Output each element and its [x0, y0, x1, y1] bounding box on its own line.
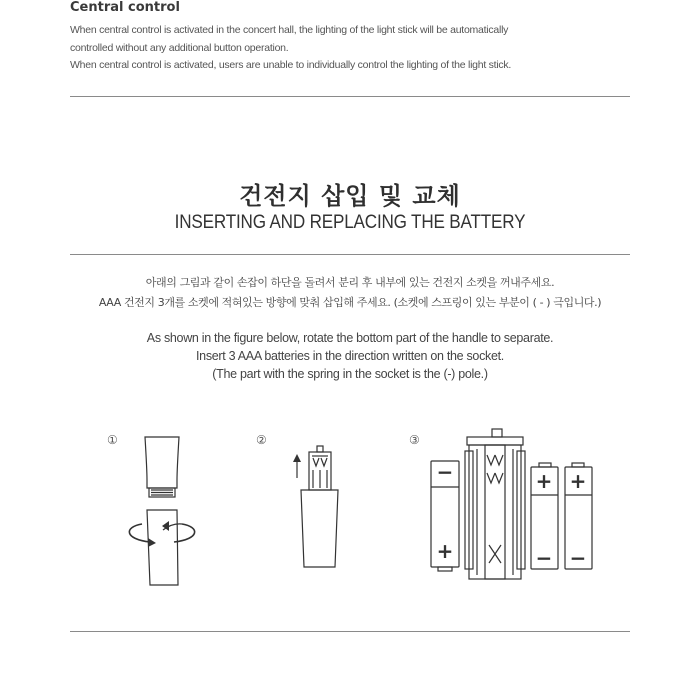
instructions-korean: [0, 273, 700, 313]
plus-sign: +: [436, 539, 454, 563]
section-divider: [70, 96, 630, 97]
battery-title-korean: 건전지 삽입 및 교체: [239, 182, 461, 210]
handle-lower: [301, 490, 338, 567]
instruction-line: As shown in the figure below, rotate the bottom part of the handle to separate.: [146, 331, 554, 345]
instructions-english: [0, 329, 700, 383]
instruction-line: Insert 3 AAA batteries in the direction written on the socket.: [196, 349, 504, 363]
arrow-head: [148, 538, 156, 547]
handle-upper: [145, 437, 179, 488]
rotate-arrow-icon: [129, 524, 194, 542]
central-control-line: When central control is activated, users are unable to individually control the lighting of the light stick.: [70, 59, 512, 71]
instruction-line: 아래의 그림과 같이 손잡이 하단을 돌려서 분리 후 내부에 있는 건전지 소켓을 꺼내주세요.: [145, 276, 555, 289]
step-number-1: ①: [107, 433, 118, 447]
section-divider: [70, 631, 630, 632]
socket-remove-illustration: [280, 440, 360, 580]
central-control-description: [70, 22, 630, 75]
battery-title-english: INSERTING AND REPLACING THE BATTERY: [174, 212, 526, 233]
arrow-head: [293, 454, 301, 462]
central-control-line: controlled without any additional button operation.: [70, 41, 289, 54]
section-divider: [70, 254, 630, 255]
central-control-line: When central control is activated in the concert hall, the lighting of the light stick will be automatically: [70, 24, 509, 36]
plus-sign: +: [535, 469, 553, 493]
minus-sign: −: [535, 546, 553, 570]
instruction-line: AAA 건전지 3개를 소켓에 적혀있는 방향에 맞춰 삽입해 주세요. (소켓에 스프링이 있는 부분이 ( - ) 극입니다.): [98, 296, 602, 309]
minus-sign: −: [569, 546, 587, 570]
handle-lower: [147, 510, 178, 585]
instruction-line: (The part with the spring in the socket is the (-) pole.): [212, 367, 488, 381]
step-number-3: ③: [409, 433, 420, 447]
step-number-2: ②: [256, 433, 267, 447]
central-control-title: Central control: [70, 0, 180, 15]
plus-sign: +: [569, 469, 587, 493]
battery-insert-illustration: [425, 425, 605, 585]
handle-rotate-illustration: [120, 430, 230, 600]
minus-sign: −: [436, 460, 454, 484]
